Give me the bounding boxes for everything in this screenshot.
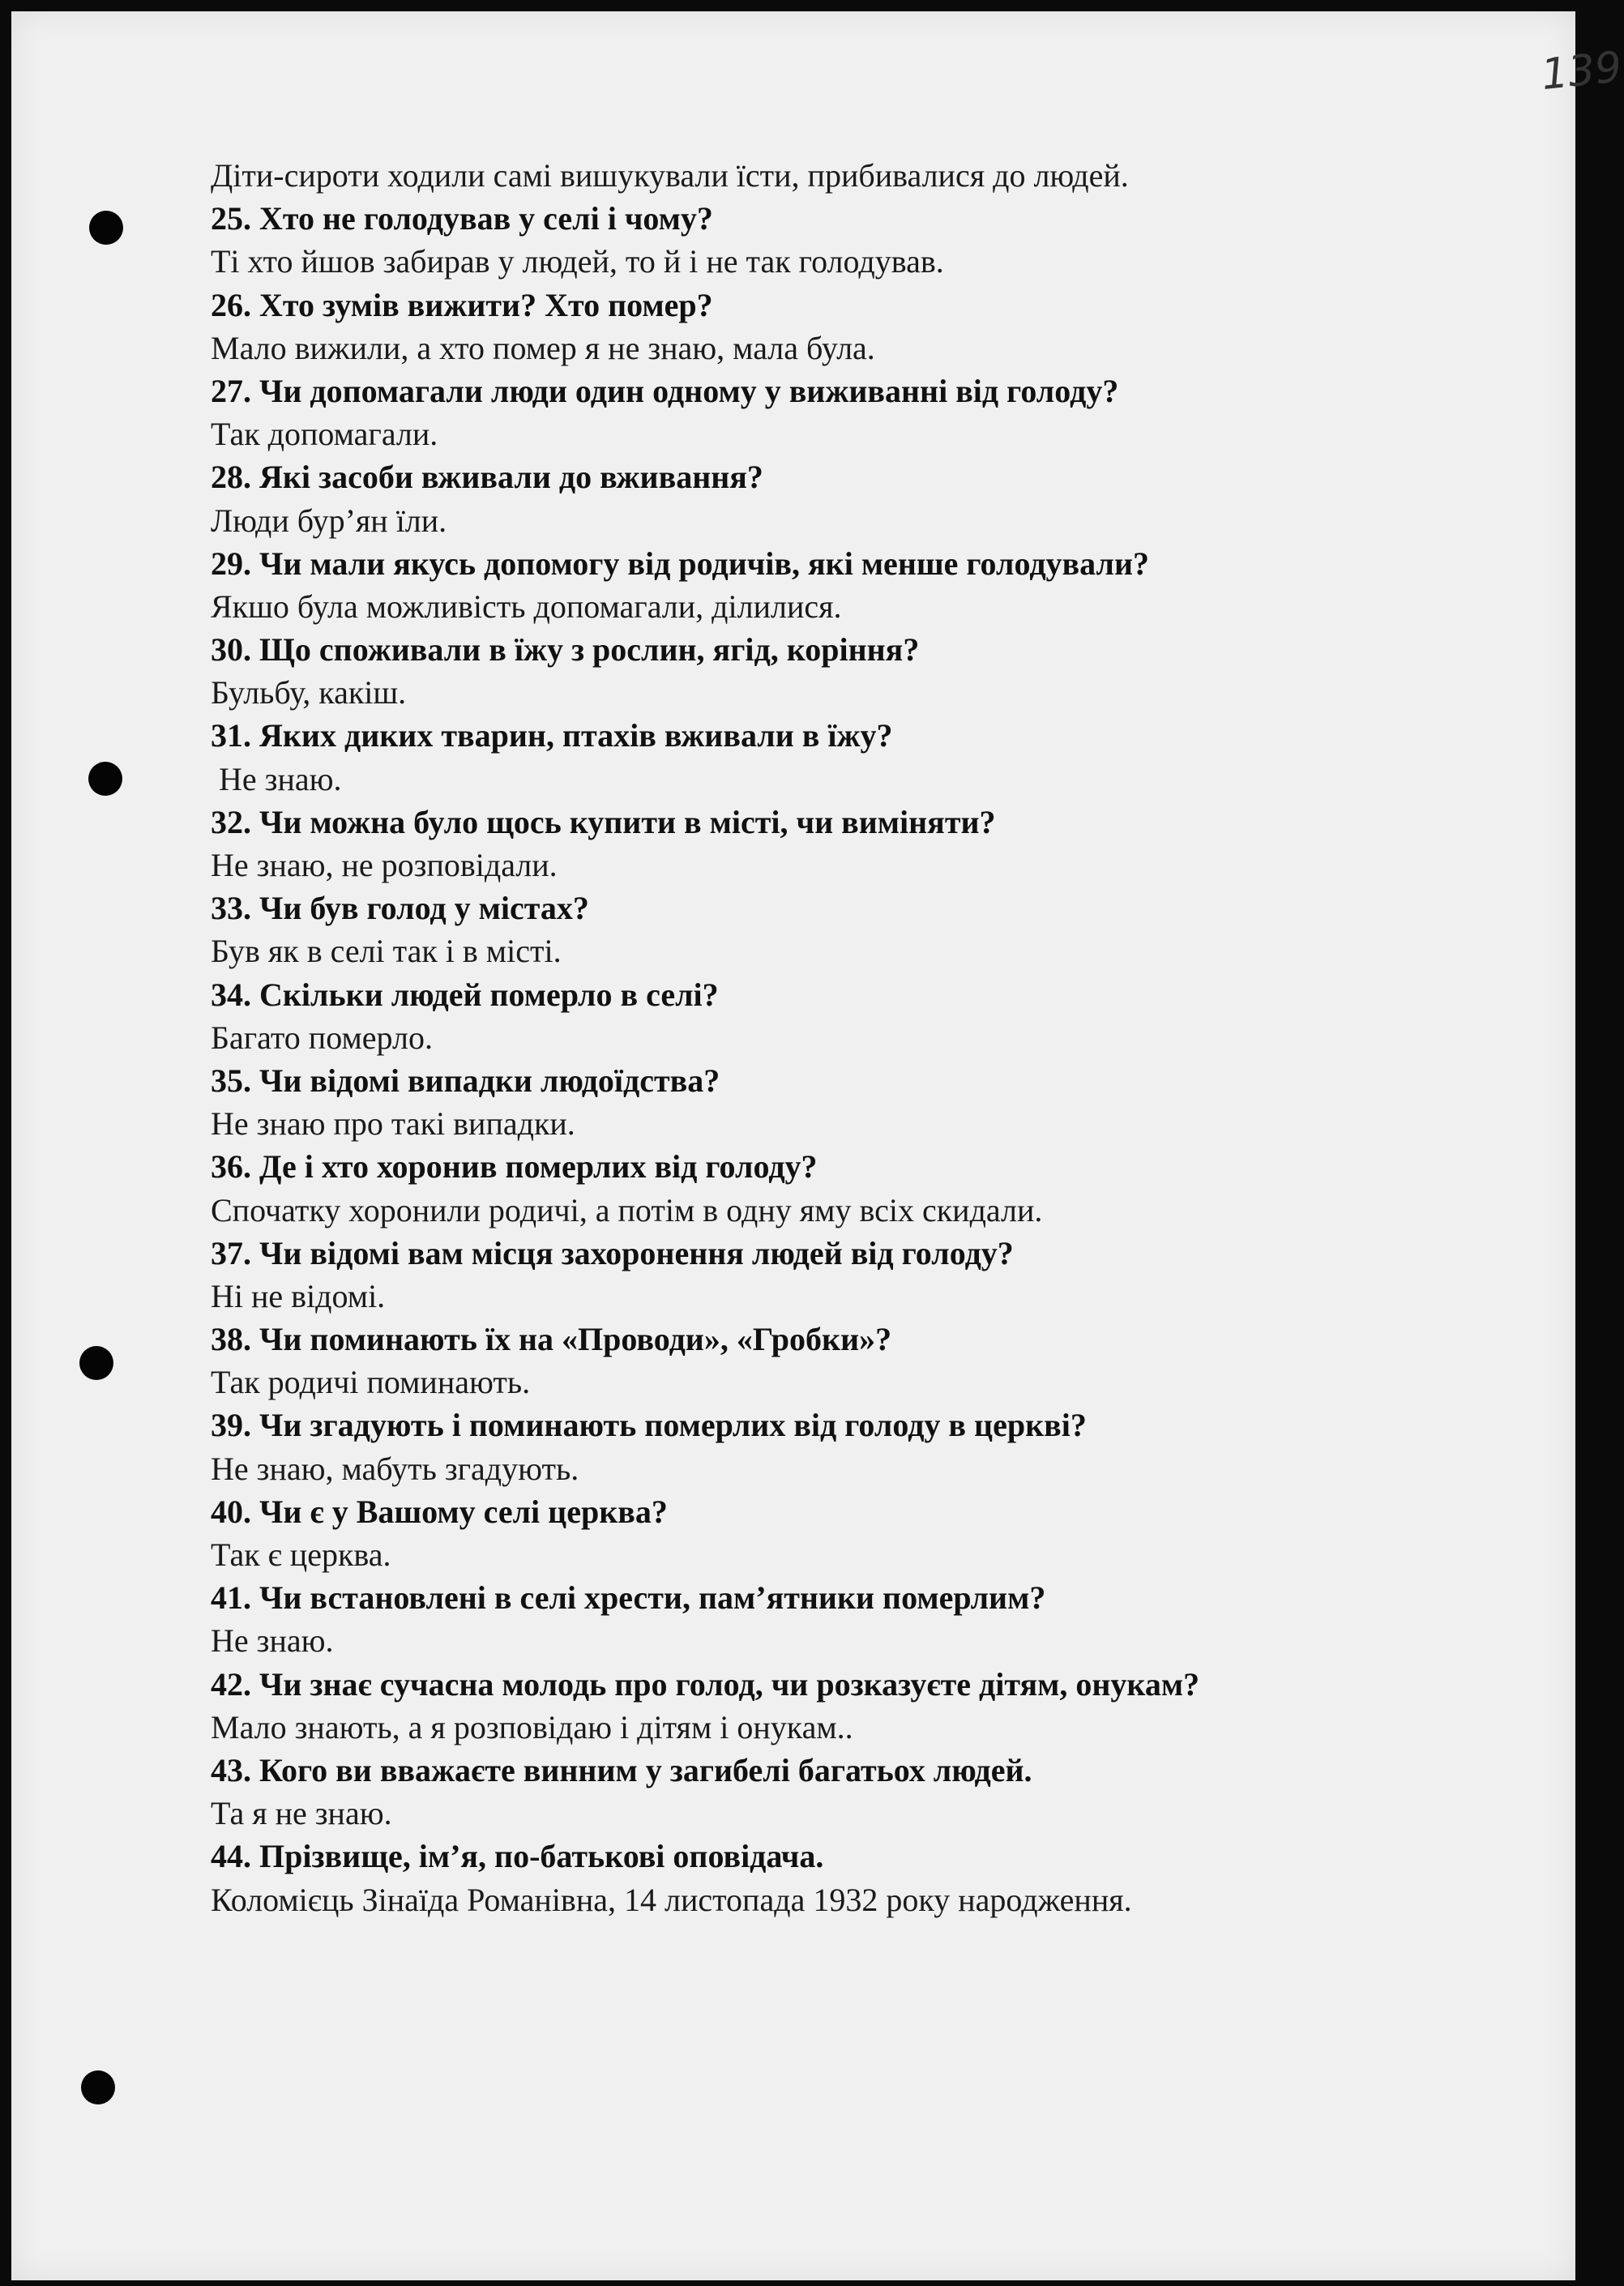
answer-line: Не знаю. (211, 1622, 334, 1660)
answer-line: Багато померло. (211, 1019, 433, 1056)
handwritten-page-number: 139 (1539, 42, 1624, 100)
answer-line: Діти-сироти ходили самі вишукували їсти, прибивалися до людей. (211, 157, 1129, 194)
answer-line: Люди бур’ян їли. (211, 502, 447, 539)
punch-hole (79, 1346, 113, 1380)
answer-line: Мало вижили, а хто помер я не знаю, мала була. (211, 329, 875, 366)
answer-line: Був як в селі так і в місті. (211, 933, 562, 970)
answer-line: Не знаю, мабуть згадують. (211, 1450, 579, 1487)
question-line: 35. Чи відомі випадки людоїдства? (211, 1062, 720, 1099)
punch-hole (89, 211, 123, 245)
question-line: 40. Чи є у Вашому селі церква? (211, 1493, 668, 1530)
answer-line: Бульбу, какіш. (211, 674, 407, 711)
question-line: 41. Чи встановлені в селі хрести, пам’ятники померлим? (211, 1579, 1046, 1617)
answer-line: Спочатку хоронили родичі, а потім в одну яму всіх скидали. (211, 1191, 1043, 1228)
answer-line: Ті хто йшов забирав у людей, то й і не так голодував. (211, 243, 944, 280)
question-line: 33. Чи був голод у містах? (211, 890, 589, 927)
answer-line: Та я не знаю. (211, 1795, 392, 1832)
answer-line: Ні не відомі. (211, 1277, 386, 1314)
answer-line: Так є церква. (211, 1536, 391, 1573)
answer-line: Якшо була можливість допомагали, ділилися. (211, 588, 842, 625)
question-line: 26. Хто зумів вижити? Хто помер? (211, 286, 713, 323)
answer-line: Не знаю. (219, 760, 342, 797)
question-line: 29. Чи мали якусь допомогу від родичів, які менше голодували? (211, 545, 1149, 582)
answer-line: Мало знають, а я розповідаю і дітям і онукам.. (211, 1708, 853, 1745)
punch-hole (88, 762, 122, 796)
punch-hole (81, 2070, 115, 2104)
question-line: 31. Яких диких тварин, птахів вживали в їжу? (211, 717, 893, 754)
questionnaire-text (211, 154, 1524, 1921)
answer-line: Так родичі поминають. (211, 1364, 531, 1401)
answer-line: Коломієць Зінаїда Романівна, 14 листопада 1932 року народження. (211, 1881, 1132, 1918)
answer-line: Так допомагали. (211, 416, 438, 453)
question-line: 42. Чи знає сучасна молодь про голод, чи розказуєте дітям, онукам? (211, 1665, 1200, 1703)
question-line: 30. Що споживали в їжу з рослин, ягід, коріння? (211, 631, 920, 669)
answer-line: Не знаю, не розповідали. (211, 847, 558, 883)
question-line: 39. Чи згадують і поминають померлих від голоду в церкві? (211, 1407, 1087, 1444)
question-line: 27. Чи допомагали люди один одному у виживанні від голоду? (211, 372, 1119, 409)
question-line: 25. Хто не голодував у селі і чому? (211, 200, 713, 237)
question-line: 36. Де і хто хоронив померлих від голоду? (211, 1148, 818, 1186)
answer-line: Не знаю про такі випадки. (211, 1105, 575, 1143)
question-line: 28. Які засоби вживали до вживання? (211, 459, 763, 496)
document-page (11, 11, 1624, 2280)
question-line: 32. Чи можна було щось купити в місті, чи виміняти? (211, 803, 996, 840)
question-line: 38. Чи поминають їх на «Проводи», «Гробки»? (211, 1321, 892, 1358)
question-line: 34. Скільки людей померло в селі? (211, 976, 719, 1013)
question-line: 37. Чи відомі вам місця захоронення людей від голоду? (211, 1234, 1014, 1271)
question-line: 44. Прізвище, ім’я, по-батькові оповідача. (211, 1838, 824, 1875)
question-line: 43. Кого ви вважаєте винним у загибелі багатьох людей. (211, 1751, 1032, 1788)
